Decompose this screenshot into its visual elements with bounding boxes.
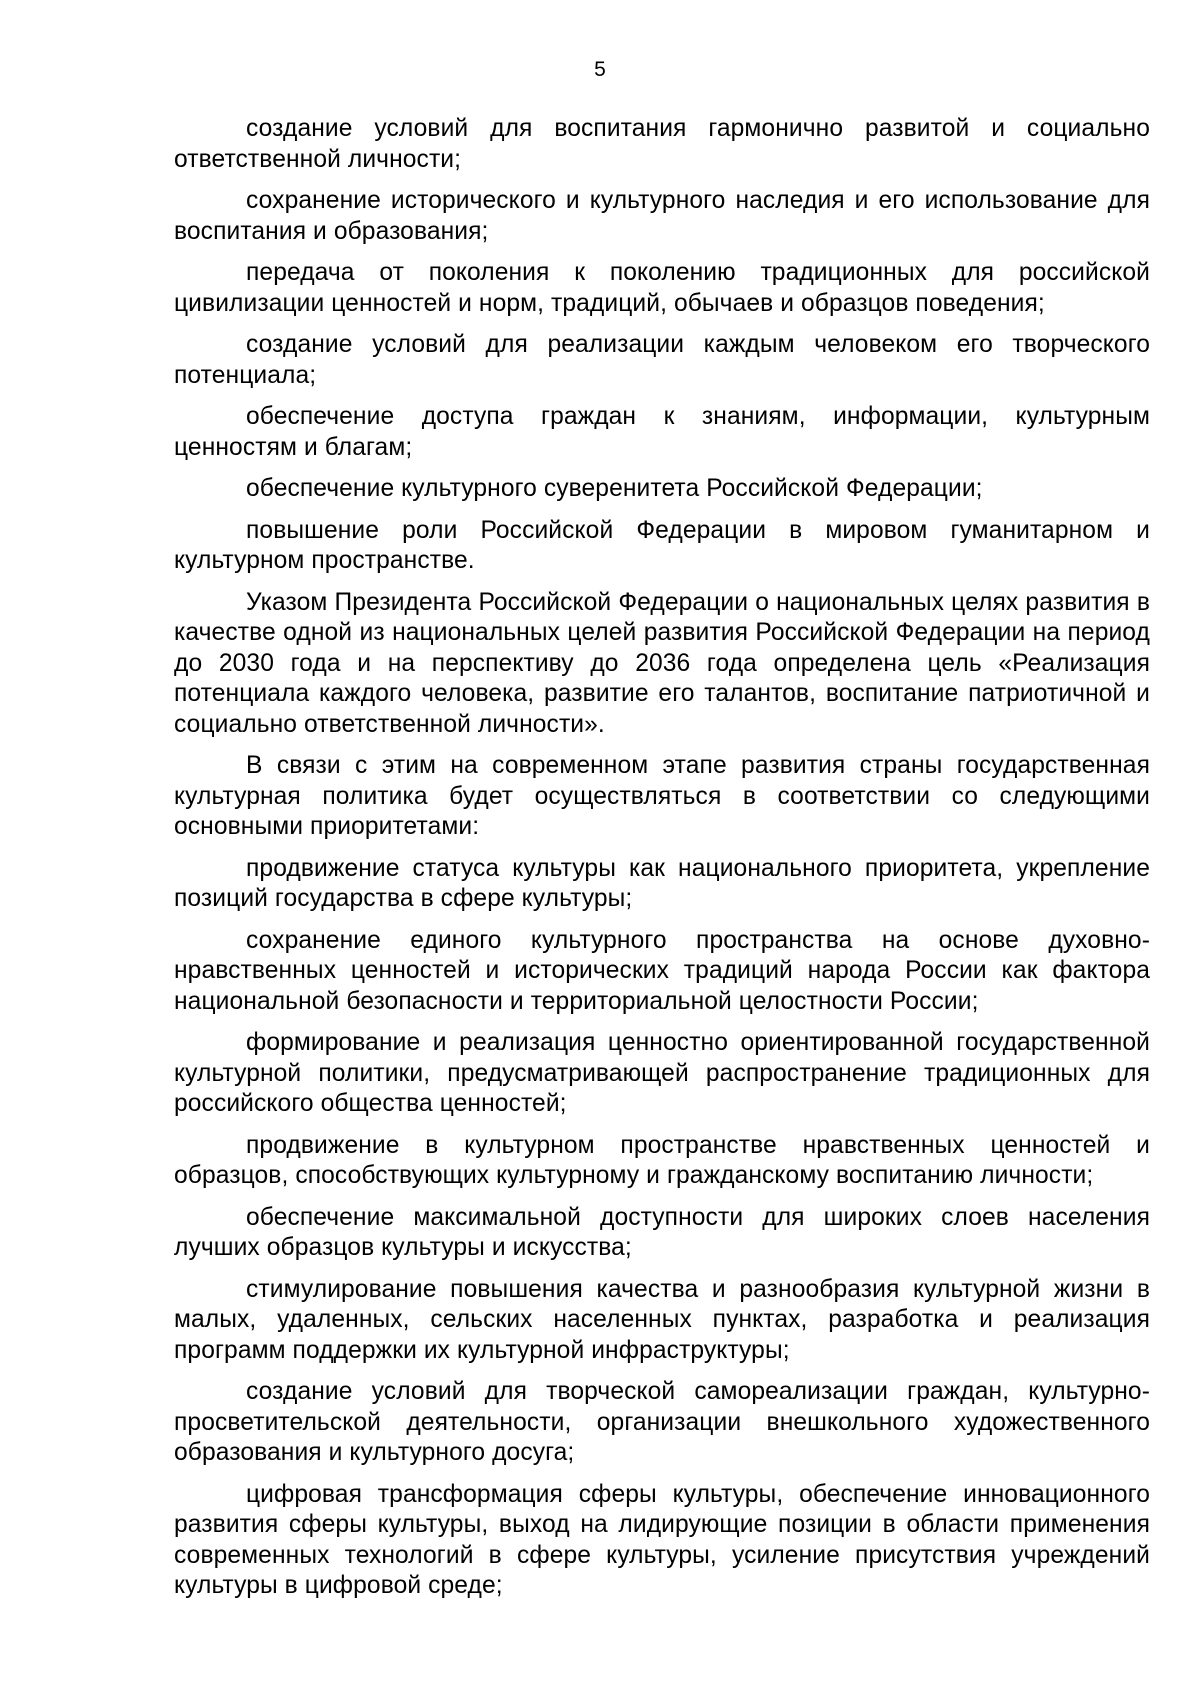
paragraph: повышение роли Российской Федерации в мировом гуманитарном и культурном пространстве. <box>174 516 1150 574</box>
paragraph: создание условий для реализации каждым человеком его творческого потенциала; <box>174 331 1150 389</box>
paragraph: передача от поколения к поколению традиционных для российской цивилизации ценностей и норм, традиций, обычаев и образцов поведения; <box>174 259 1150 317</box>
paragraph: формирование и реализация ценностно ориентированной государственной культурной политики, предусматривающей распространение традиционных для российского общества ценностей; <box>174 1029 1150 1117</box>
paragraph: создание условий для воспитания гармонично развитой и социально ответственной личности; <box>174 115 1150 173</box>
paragraph: цифровая трансформация сферы культуры, обеспечение инновационного развития сферы культуры, выход на лидирующие позиции в области применения современных технологий в сфере культуры, усиление присутствия учреждений культуры в цифровой среде; <box>174 1480 1150 1599</box>
paragraph: Указом Президента Российской Федерации о национальных целях развития в качестве одной из национальных целей развития Российской Федерации на период до 2030 года и на перспективу до 2036 года определена цель «Реализация потенциала каждого человека, развитие его талантов, воспитание патриотичной и социально ответственной личности». <box>174 588 1150 738</box>
paragraph: сохранение исторического и культурного наследия и его использование для воспитания и образования; <box>174 187 1150 245</box>
paragraph: продвижение в культурном пространстве нравственных ценностей и образцов, способствующих культурному и гражданскому воспитанию личности; <box>174 1131 1150 1189</box>
paragraph: стимулирование повышения качества и разнообразия культурной жизни в малых, удаленных, сельских населенных пунктах, разработка и реализация программ поддержки их культурной инфраструктуры; <box>174 1275 1150 1364</box>
paragraph: обеспечение максимальной доступности для широких слоев населения лучших образцов культуры и искусства; <box>174 1203 1150 1261</box>
paragraph: обеспечение культурного суверенитета Российской Федерации; <box>246 475 983 502</box>
paragraph: продвижение статуса культуры как национального приоритета, укрепление позиций государства в сфере культуры; <box>174 854 1150 912</box>
paragraph: В связи с этим на современном этапе развития страны государственная культурная политика будет осуществляться в соответствии со следующими основными приоритетами: <box>174 752 1150 840</box>
paragraph: сохранение единого культурного пространства на основе духовно-нравственных ценностей и исторических традиций народа России как фактора национальной безопасности и территориальной целостности России; <box>174 926 1150 1015</box>
paragraph: обеспечение доступа граждан к знаниям, информации, культурным ценностям и благам; <box>174 403 1150 461</box>
page-number: 5 <box>594 58 606 81</box>
paragraph: создание условий для творческой самореализации граждан, культурно-просветительской деятельности, организации внешкольного художественного образования и культурного досуга; <box>174 1378 1150 1466</box>
document-body <box>174 114 1150 1613</box>
